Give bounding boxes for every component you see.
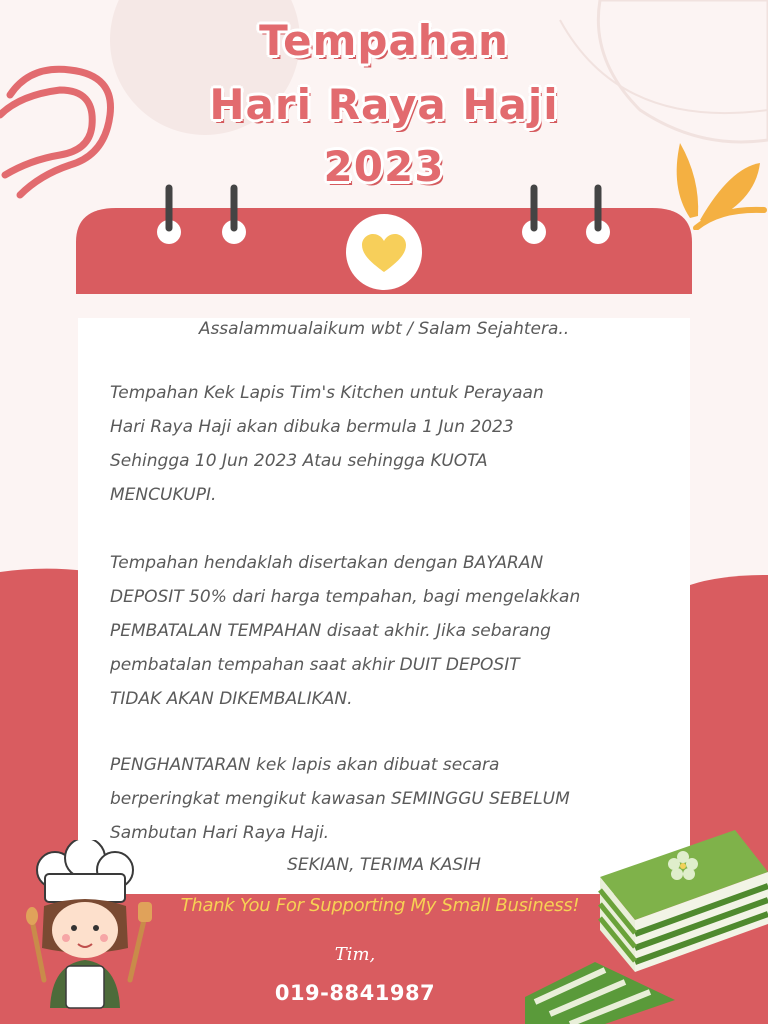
paragraph-3-line-2: berperingkat mengikut kawasan SEMINGGU SEBELUM [110, 789, 570, 809]
paragraph-1-line-1: Tempahan Kek Lapis Tim's Kitchen untuk Perayaan [110, 383, 544, 403]
title-line-3: 2023 [323, 142, 445, 191]
paragraph-2-line-4: pembatalan tempahan saat akhir DUIT DEPOSIT [110, 655, 520, 675]
paragraph-2-line-1: Tempahan hendaklah disertakan dengan BAYARAN [110, 553, 544, 573]
thanks-text: Thank You For Supporting My Small Business! [180, 895, 580, 916]
paragraph-3-line-1: PENGHANTARAN kek lapis akan dibuat secara [110, 755, 500, 775]
greeting: Assalammualaikum wbt / Salam Sejahtera.. [198, 319, 570, 339]
paragraph-3-line-3: Sambutan Hari Raya Haji. [110, 823, 330, 843]
title-line-2: Hari Raya Haji [209, 80, 559, 129]
paragraph-2-line-5: TIDAK AKAN DIKEMBALIKAN. [110, 689, 353, 709]
chef-girl-illustration [20, 840, 160, 1010]
title-line-1: Tempahan [259, 16, 509, 65]
paragraph-2-line-3: PEMBATALAN TEMPAHAN disaat akhir. Jika sebarang [110, 621, 551, 641]
letter-card [78, 318, 690, 894]
paragraph-2-line-2: DEPOSIT 50% dari harga tempahan, bagi mengelakkan [110, 587, 581, 607]
closing: SEKIAN, TERIMA KASIH [287, 855, 481, 875]
kek-lapis-illustration [525, 822, 768, 1024]
paragraph-1-line-2: Hari Raya Haji akan dibuka bermula 1 Jun 2023 [110, 417, 514, 437]
signature: Tim, [334, 944, 376, 965]
paragraph-1-line-3: Sehingga 10 Jun 2023 Atau sehingga KUOTA [110, 451, 488, 471]
paragraph-1-line-4: MENCUKUPI. [110, 485, 217, 505]
heart-icon [362, 234, 406, 274]
phone-number: 019-8841987 [274, 981, 436, 1005]
